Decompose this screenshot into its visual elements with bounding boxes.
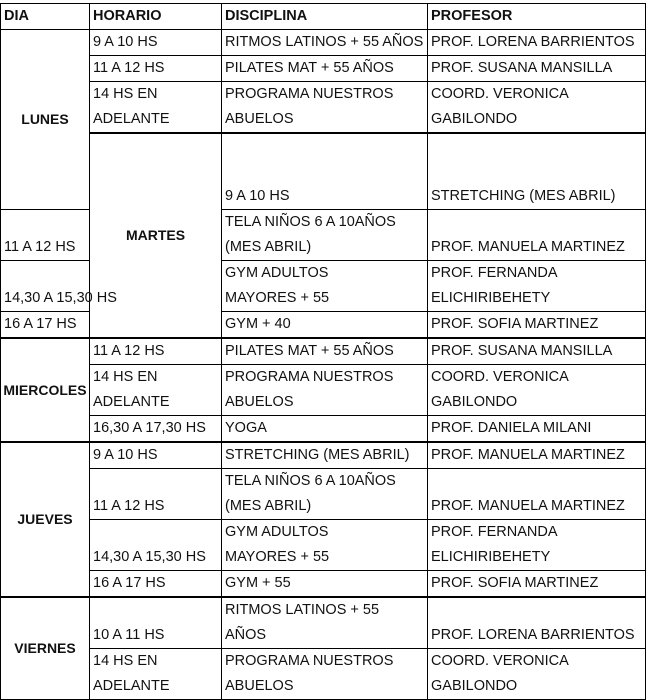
profesor-cell: COORD. VERONICA GABILONDO xyxy=(428,82,646,134)
table-row xyxy=(1,597,646,649)
disciplina-cell: PILATES MAT + 55 AÑOS xyxy=(222,56,428,82)
profesor-cell: PROF. SUSANA MANSILLA xyxy=(428,338,646,365)
profesor-cell: PROF. FERNANDA ELICHIRIBEHETY xyxy=(428,261,646,312)
table-row xyxy=(1,571,646,598)
profesor-cell: PROF. SOFIA MARTINEZ xyxy=(428,312,646,339)
horario-cell: 14 HS EN ADELANTE xyxy=(90,82,222,134)
header-row xyxy=(1,4,646,30)
profesor-cell: PROF. MANUELA MARTINEZ xyxy=(428,469,646,520)
table-row xyxy=(1,56,646,82)
disciplina-cell: GYM + 40 xyxy=(222,312,428,339)
disciplina-cell: GYM ADULTOS MAYORES + 55 xyxy=(222,520,428,571)
disciplina-cell: PILATES MAT + 55 AÑOS xyxy=(222,338,428,365)
table-row xyxy=(1,520,646,571)
horario-cell: 14,30 A 15,30 HS xyxy=(90,520,222,571)
disciplina-cell: RITMOS LATINOS + 55 AÑOS xyxy=(222,30,428,56)
table-row xyxy=(1,133,646,210)
disciplina-cell: TELA NIÑOS 6 A 10AÑOS (MES ABRIL) xyxy=(222,469,428,520)
horario-cell: 16 A 17 HS xyxy=(1,312,90,339)
horario-cell: 11 A 12 HS xyxy=(90,338,222,365)
horario-cell: 14 HS EN ADELANTE xyxy=(90,649,222,700)
header-dia: DIA xyxy=(1,4,90,30)
horario-cell: 11 A 12 HS xyxy=(90,469,222,520)
horario-cell: 14,30 A 15,30 HS xyxy=(1,261,90,312)
profesor-cell: PROF. FERNANDA ELICHIRIBEHETY xyxy=(428,520,646,571)
day-martes: MARTES xyxy=(90,133,222,338)
profesor-cell: PROF. MANUELA MARTINEZ xyxy=(428,442,646,469)
header-profesor: PROFESOR xyxy=(428,4,646,30)
table-row xyxy=(1,365,646,416)
disciplina-cell: YOGA xyxy=(222,416,428,443)
profesor-cell: PROF. SUSANA MANSILLA xyxy=(428,56,646,82)
horario-cell: 9 A 10 HS xyxy=(90,30,222,56)
day-viernes: VIERNES xyxy=(1,597,90,700)
profesor-cell: PROF. DANIELA MILANI xyxy=(428,416,646,443)
table-row xyxy=(1,469,646,520)
table-row xyxy=(1,30,646,56)
horario-cell: 11 A 12 HS xyxy=(90,56,222,82)
profesor-cell: PROF. SOFIA MARTINEZ xyxy=(428,571,646,598)
profesor-cell: PROF. LORENA BARRIENTOS xyxy=(428,597,646,649)
schedule-table xyxy=(0,3,646,700)
profesor-cell: COORD. VERONICA GABILONDO xyxy=(428,649,646,700)
disciplina-cell: PROGRAMA NUESTROS ABUELOS xyxy=(222,649,428,700)
disciplina-cell: TELA NIÑOS 6 A 10AÑOS (MES ABRIL) xyxy=(222,210,428,261)
disciplina-cell: STRETCHING (MES ABRIL) xyxy=(222,442,428,469)
horario-cell: 9 A 10 HS xyxy=(90,442,222,469)
day-lunes: LUNES xyxy=(1,30,90,210)
table-row xyxy=(1,442,646,469)
disciplina-cell: PROGRAMA NUESTROS ABUELOS xyxy=(222,365,428,416)
profesor-cell: PROF. LORENA BARRIENTOS xyxy=(428,30,646,56)
disciplina-cell: PROGRAMA NUESTROS ABUELOS xyxy=(222,82,428,134)
table-row xyxy=(1,416,646,443)
table-row xyxy=(1,82,646,134)
disciplina-cell: RITMOS LATINOS + 55 AÑOS xyxy=(222,597,428,649)
profesor-cell: PROF. MANUELA MARTINEZ xyxy=(428,210,646,261)
day-jueves: JUEVES xyxy=(1,442,90,597)
horario-cell: 16,30 A 17,30 HS xyxy=(90,416,222,443)
horario-cell: 16 A 17 HS xyxy=(90,571,222,598)
disciplina-cell: STRETCHING (MES ABRIL) xyxy=(428,133,646,210)
horario-cell: 14 HS EN ADELANTE xyxy=(90,365,222,416)
table-row xyxy=(1,338,646,365)
horario-cell: 9 A 10 HS xyxy=(222,133,428,210)
horario-cell: 11 A 12 HS xyxy=(1,210,90,261)
disciplina-cell: GYM + 55 xyxy=(222,571,428,598)
horario-cell: 10 A 11 HS xyxy=(90,597,222,649)
header-disciplina: DISCIPLINA xyxy=(222,4,428,30)
profesor-cell: COORD. VERONICA GABILONDO xyxy=(428,365,646,416)
table-row xyxy=(1,649,646,700)
header-horario: HORARIO xyxy=(90,4,222,30)
day-miercoles: MIERCOLES xyxy=(1,338,90,442)
disciplina-cell: GYM ADULTOS MAYORES + 55 xyxy=(222,261,428,312)
